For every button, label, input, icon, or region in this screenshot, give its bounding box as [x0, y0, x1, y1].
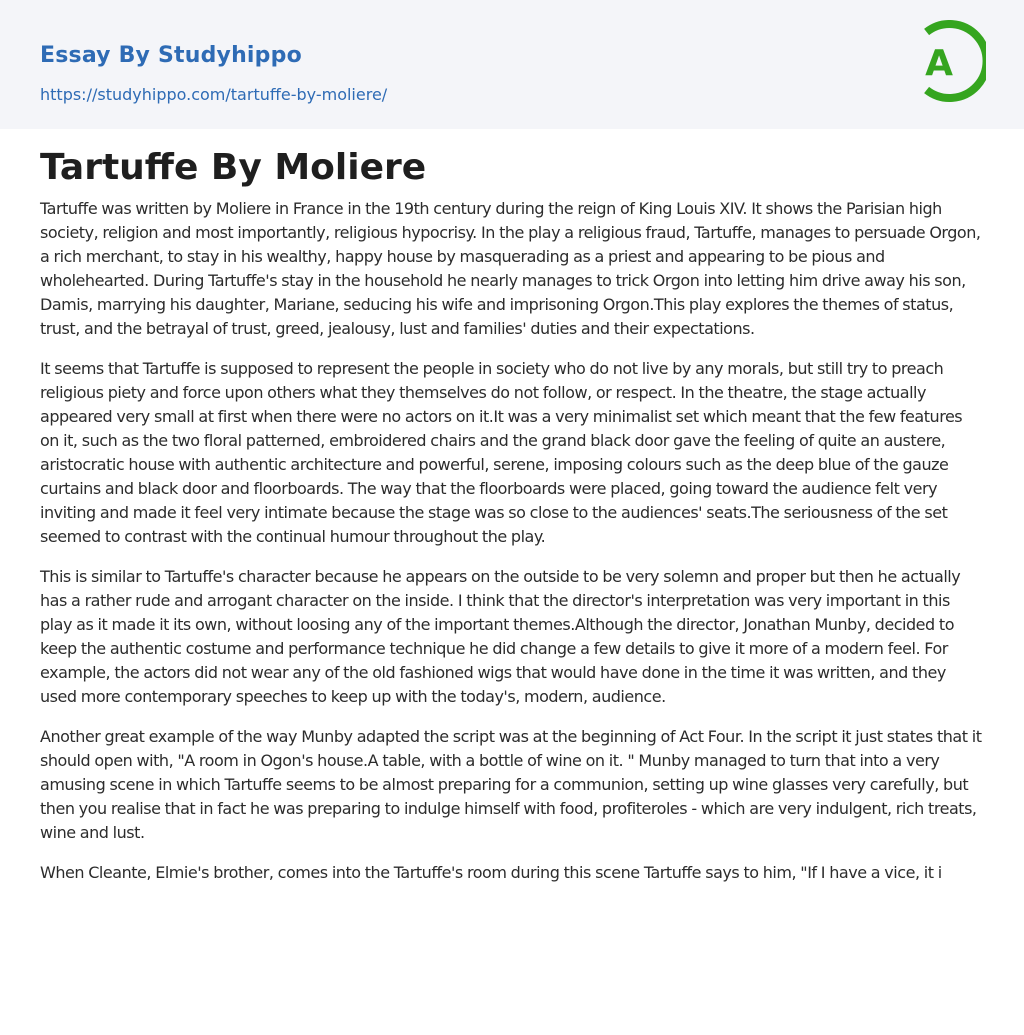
essay-paragraph: This is similar to Tartuffe's character because he appears on the outside to be very solemn and proper but then he actually has a rather rude and arrogant character on the inside. I think that the director's interpretation was very important in this play as it made it its own, without loosing any of the important themes.Although the director, Jonathan Munby, decided to keep the authentic costume and performance technique he did change a few details to give it more of a modern feel. For example, the actors did not wear any of the old fashioned wigs that would have done in the time it was written, and they used more contemporary speeches to keep up with the today's, modern, audience.	[40, 567, 961, 706]
essay-title: Tartuffe By Moliere	[40, 147, 427, 188]
page-url-link[interactable]: https://studyhippo.com/tartuffe-by-moliere/	[40, 85, 388, 104]
site-header	[0, 0, 1024, 129]
essay-body	[40, 197, 984, 885]
logo-letter: A	[925, 43, 953, 84]
essay-content	[0, 129, 1024, 885]
essay-paragraph: Tartuffe was written by Moliere in France in the 19th century during the reign of King Louis XIV. It shows the Parisian high society, religion and most importantly, religious hypocrisy. In the play a religious fraud, Tartuffe, manages to persuade Orgon, a rich merchant, to stay in his wealthy, happy house by masquerading as a priest and appearing to be pious and wholehearted. During Tartuffe's stay in the household he nearly manages to trick Orgon into letting him drive away his son, Damis, marrying his daughter, Mariane, seducing his wife and imprisoning Orgon.This play explores the themes of status, trust, and the betrayal of trust, greed, jealousy, lust and families' duties and their expectations.	[40, 199, 981, 338]
essay-paragraph: It seems that Tartuffe is supposed to represent the people in society who do not live by any morals, but still try to preach religious piety and force upon others what they themselves do not follow, or respect. In the theatre, the stage actually appeared very small at first when there were no actors on it.It was a very minimalist set which meant that the few features on it, such as the two floral patterned, embroidered chairs and the grand black door gave the feeling of quite an austere, aristocratic house with authentic architecture and powerful, serene, imposing colours such as the deep blue of the gauze curtains and black door and floorboards. The way that the floorboards were placed, going toward the audience felt very inviting and made it feel very intimate because the stage was so close to the audiences' seats.The seriousness of the set seemed to contrast with the continual humour throughout the play.	[40, 359, 963, 546]
essay-paragraph: Another great example of the way Munby adapted the script was at the beginning of Act Four. In the script it just states that it should open with, "A room in Ogon's house.A table, with a bottle of wine on it. " Munby managed to turn that into a very amusing scene in which Tartuffe seems to be almost preparing for a communion, setting up wine glasses very carefully, but then you realise that in fact he was preparing to indulge himself with food, profiteroles - which are very indulgent, rich treats, wine and lust.	[40, 727, 982, 842]
site-title[interactable]: Essay By Studyhippo	[40, 43, 302, 68]
essay-paragraph-truncated: When Cleante, Elmie's brother, comes into the Tartuffe's room during this scene Tartuffe says to him, "If I have a vice, it i	[40, 863, 942, 882]
studyhippo-logo-icon[interactable]	[912, 20, 986, 104]
